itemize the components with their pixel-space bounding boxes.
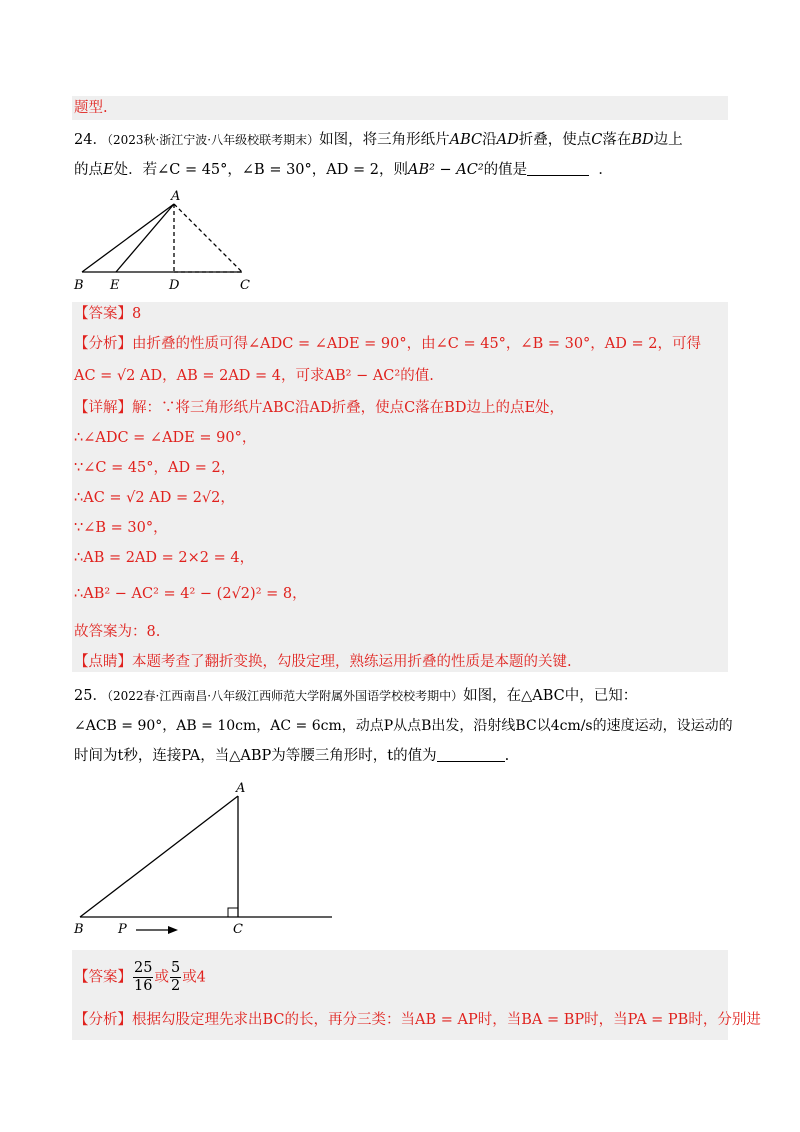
answer-text: 或: [154, 969, 169, 986]
a24-comment-line: [74, 652, 572, 672]
q24-text: ．: [598, 162, 613, 178]
q24-line-1: [74, 130, 683, 150]
q25-text: .: [504, 748, 510, 764]
q24-text: 边上: [653, 132, 683, 148]
q24-text: 折叠，使点: [518, 132, 592, 148]
answer-tag: 【答案】: [74, 306, 132, 322]
detail-text: 解：∵将三角形纸片ABC沿AD折叠，使点C落在BD边上的点E处，: [132, 400, 565, 416]
label-p: P: [118, 922, 127, 937]
comment-tag: 【点睛】: [74, 654, 132, 670]
label-b: B: [74, 278, 84, 293]
a24-detail-line-6: ∴AB² − AC² = 4² − (2√2)² = 8，: [74, 586, 307, 602]
q24-expression: AB² − AC²: [407, 162, 484, 178]
q24-e: E: [103, 162, 114, 178]
q25-number: 25．: [74, 688, 107, 704]
a24-detail-line-3: ∴AC = √2 AD = 2√2，: [74, 490, 235, 506]
segment-ae: [116, 204, 174, 272]
q25-line-3: [74, 746, 509, 766]
answer-shade: [72, 302, 728, 672]
comment-text: 本题考查了翻折变换，勾股定理，熟练运用折叠的性质是本题的关键.: [132, 654, 572, 670]
answer-tag: 【答案】: [74, 969, 132, 986]
a24-analysis-line-1: [74, 334, 701, 354]
q24-ad: AD: [496, 132, 519, 148]
segment-ab: [80, 796, 238, 917]
motion-arrow-icon: [168, 926, 178, 934]
q24-number: 24．: [74, 132, 107, 148]
answer-value: 8: [132, 306, 142, 322]
a25-answer-line: [74, 960, 206, 995]
a24-answer-line: [74, 304, 141, 324]
q25-line-2: ∠ACB = 90°，AB = 10cm，AC = 6cm，动点P从点B出发，沿射线BC以4cm/s的速度运动，设运动的: [74, 718, 733, 734]
analysis-text: 根据勾股定理先求出BC的长，再分三类：当AB = AP时，当BA = BP时，当PA = PB时，分别进: [132, 1012, 761, 1028]
fraction-numerator: 25: [134, 960, 153, 976]
label-d: D: [169, 278, 180, 293]
q24-text: 处．若∠C = 45°，∠B = 30°，AD = 2，则: [113, 162, 408, 178]
a24-detail-line-5: ∴AB = 2AD = 2×2 = 4，: [74, 550, 255, 566]
answer-blank: [527, 161, 589, 176]
q25-text: 如图，在△ABC中，已知：: [463, 688, 638, 704]
q25-line-1: [74, 686, 637, 706]
q24-text: 如图，将三角形纸片: [319, 132, 450, 148]
analysis-text: 由折叠的性质可得∠ADC = ∠ADE = 90°，由∠C = 45°，∠B = 30°，AD = 2，可得: [132, 336, 701, 352]
segment-ac: [174, 204, 242, 272]
q24-source: （2023秋·浙江宁波·八年级校联考期末）: [106, 133, 320, 147]
label-a: A: [236, 781, 246, 796]
q24-abc: ABC: [449, 132, 483, 148]
q24-text: 沿: [482, 132, 497, 148]
a24-detail-line-1: ∴∠ADC = ∠ADE = 90°，: [74, 430, 257, 446]
label-a: A: [171, 189, 181, 204]
detail-tag: 【详解】: [74, 400, 132, 416]
q24-text: 的点: [74, 162, 103, 178]
label-e: E: [110, 278, 120, 293]
a25-analysis-line-1: [74, 1010, 761, 1030]
q24-text: 落在: [602, 132, 632, 148]
answer-shade: [72, 96, 728, 120]
previous-tail-text: 题型.: [74, 100, 108, 116]
fraction-numerator: 5: [170, 960, 181, 976]
answer-blank: [437, 747, 505, 762]
segment-ab: [82, 204, 174, 272]
fraction-denominator: 2: [170, 978, 181, 994]
a24-detail-line-0: [74, 398, 564, 418]
label-c: C: [233, 922, 243, 937]
q24-line-2: [74, 160, 613, 180]
right-angle-mark: [228, 908, 238, 917]
label-c: C: [240, 278, 250, 293]
fraction-denominator: 16: [134, 978, 153, 994]
analysis-tag: 【分析】: [74, 336, 132, 352]
label-b: B: [74, 922, 84, 937]
q24-c: C: [591, 132, 603, 148]
q24-bd: BD: [631, 132, 654, 148]
q24-text: 的值是: [483, 162, 528, 178]
answer-text: 或4: [182, 969, 206, 986]
a24-detail-line-4: ∵∠B = 30°，: [74, 520, 168, 536]
q25-triangle-figure: [70, 780, 340, 940]
a24-detail-line-2: ∵∠C = 45°，AD = 2，: [74, 460, 236, 476]
q24-triangle-figure: [70, 188, 270, 296]
a24-analysis-line-2: AC = √2 AD，AB = 2AD = 4，可求AB² − AC²的值.: [74, 368, 434, 384]
q25-source: （2022春·江西南昌·八年级江西师范大学附属外国语学校校考期中）: [106, 689, 464, 703]
fraction-5-2: [170, 960, 181, 995]
analysis-tag: 【分析】: [74, 1012, 132, 1028]
q25-text: 时间为t秒，连接PA，当△ABP为等腰三角形时，t的值为: [74, 748, 437, 764]
fraction-25-16: [133, 960, 153, 995]
a24-final-line: 故答案为：8.: [74, 624, 161, 640]
